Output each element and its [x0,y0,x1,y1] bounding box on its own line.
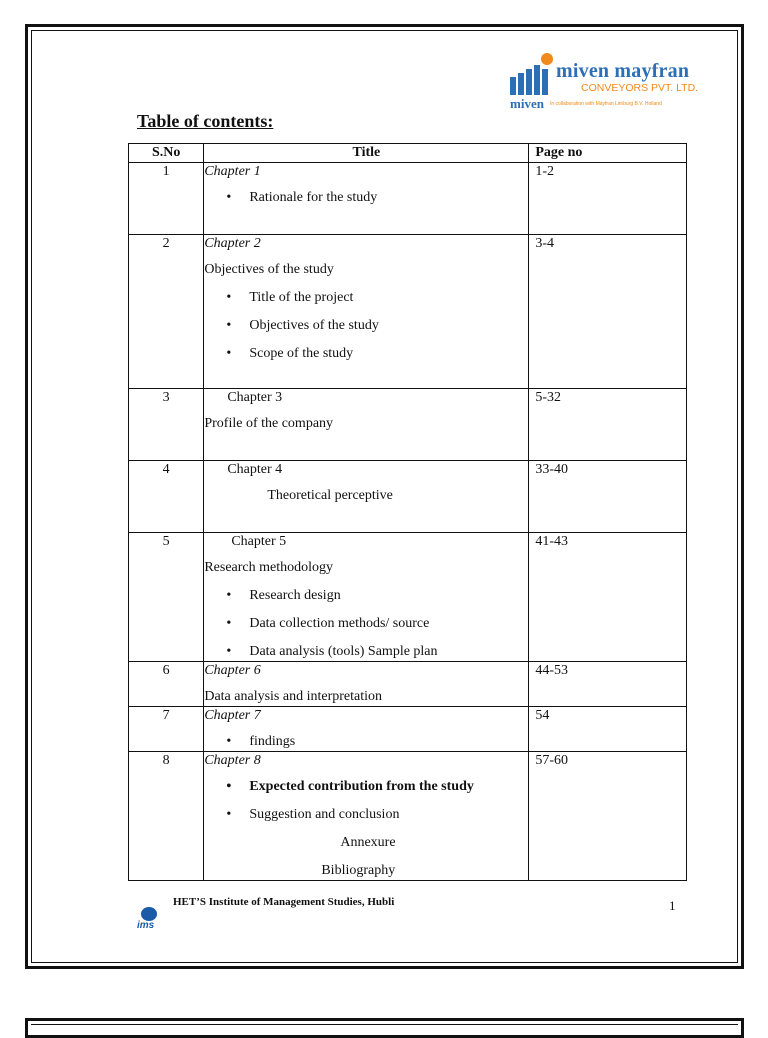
table-header-row [129,144,687,163]
section-title: Theoretical perceptive [267,488,393,503]
chapter-heading: Chapter 2 [204,236,261,251]
header-page: Page no [529,144,687,163]
row-title-cell [204,461,529,533]
chapter-heading: Chapter 6 [204,663,261,678]
row-page: 57-60 [529,752,687,881]
list-item: • Objectives of the study [204,317,528,345]
company-logo [510,53,699,111]
section-title: Data analysis and interpretation [204,689,383,704]
table-row [129,662,687,707]
globe-icon [541,53,553,65]
row-sno: 4 [129,461,204,533]
table-row [129,389,687,461]
section-title: Research methodology [204,560,334,575]
ims-logo-text: ims [137,920,155,931]
chapter-heading: Chapter 7 [204,708,261,723]
row-sno: 3 [129,389,204,461]
page-number: 1 [669,898,676,913]
table-row [129,707,687,752]
row-sno: 2 [129,235,204,389]
page-title: Table of contents: [137,111,274,131]
row-sno: 8 [129,752,204,881]
row-title-cell [204,163,529,235]
list-item: • Title of the project [204,289,528,317]
list-item: • Research design [204,587,528,615]
chapter-heading: Chapter 8 [204,753,261,768]
toc-table [128,143,687,881]
list-item: • Expected contribution from the study [204,778,528,806]
row-title-cell [204,235,529,389]
row-page: 41-43 [529,533,687,662]
logo-subtitle: CONVEYORS PVT. LTD. [581,82,699,94]
row-sno: 6 [129,662,204,707]
list-item: • Suggestion and conclusion [204,806,528,834]
ims-logo [137,907,163,933]
list-item: • findings [204,733,528,751]
table-row [129,752,687,881]
row-page: 1-2 [529,163,687,235]
row-page: 33-40 [529,461,687,533]
row-title-cell [204,533,529,662]
chapter-heading: Chapter 4 [227,462,283,477]
chapter-heading: Chapter 1 [204,164,261,179]
section-title: Annexure [340,835,396,850]
table-row [129,533,687,662]
logo-mark: miven [510,96,544,111]
table-row [129,461,687,533]
row-title-cell [204,752,529,881]
logo-brand: miven mayfran [556,60,690,82]
table-row [129,235,687,389]
list-item: • Rationale for the study [204,189,528,217]
section-title: Objectives of the study [204,262,334,277]
row-title-cell [204,662,529,707]
row-title-cell [204,389,529,461]
row-page: 3-4 [529,235,687,389]
logo-bars-icon [510,65,554,95]
footer-institute: HET’S Institute of Management Studies, Hubli [173,896,395,908]
section-title: Bibliography [321,863,396,878]
chapter-heading: Chapter 5 [231,534,287,549]
section-title: Profile of the company [204,416,334,431]
list-item: • Data collection methods/ source [204,615,528,643]
chapter-heading: Chapter 3 [227,390,283,405]
row-page: 54 [529,707,687,752]
header-sno: S.No [129,144,204,163]
next-page-border-inner [31,1024,738,1035]
table-row [129,163,687,235]
list-item: • Scope of the study [204,345,528,373]
row-page: 44-53 [529,662,687,707]
row-sno: 1 [129,163,204,235]
row-sno: 5 [129,533,204,662]
row-title-cell [204,707,529,752]
list-item: • Data analysis (tools) Sample plan [204,643,528,661]
header-title: Title [204,144,529,163]
row-page: 5-32 [529,389,687,461]
logo-tagline: In collaboration with Mayfran Limburg B.V. Holland [550,101,662,107]
row-sno: 7 [129,707,204,752]
ims-emblem-icon [141,907,157,921]
